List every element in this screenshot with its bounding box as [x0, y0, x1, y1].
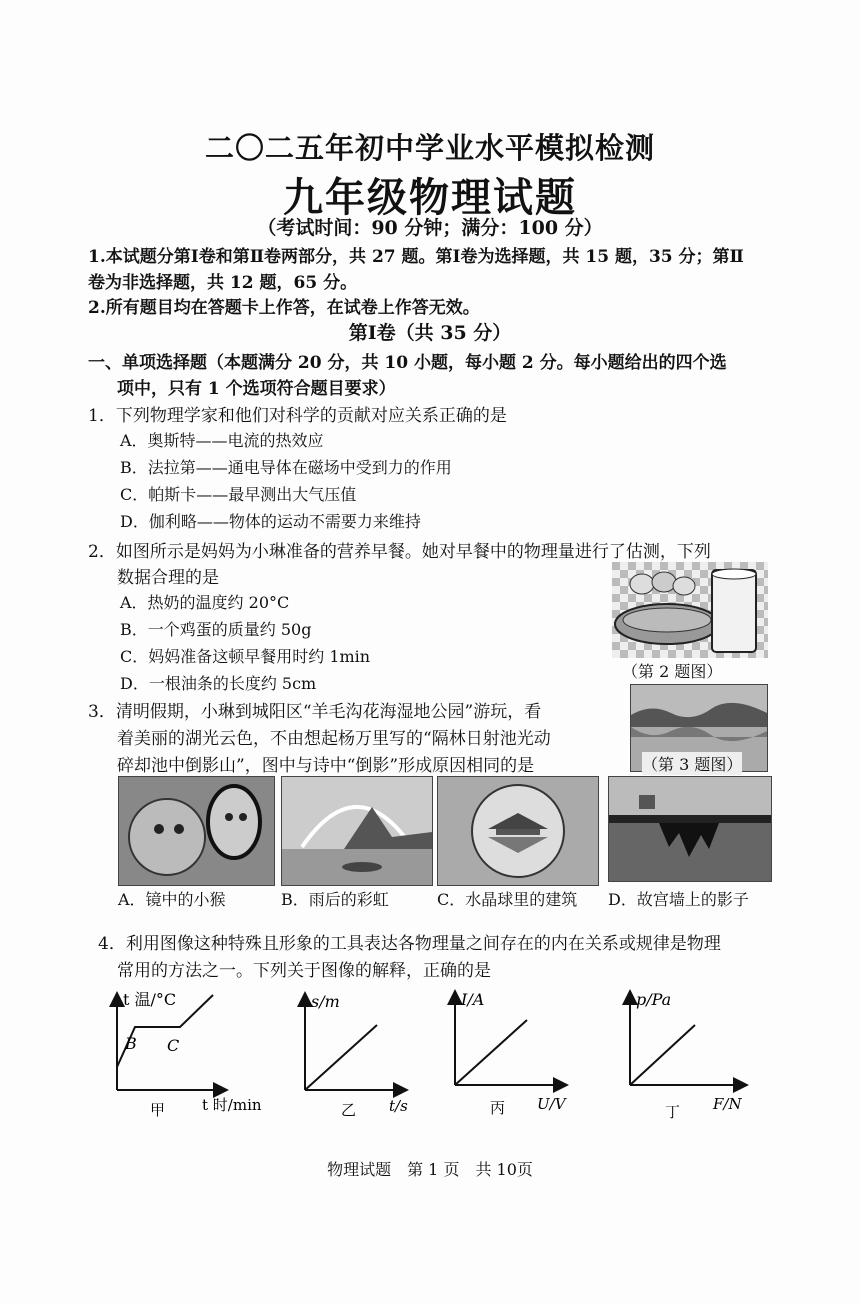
q2-option-d: D．一根油条的长度约 5cm	[120, 674, 317, 693]
graph-jia-xlabel: t 时/min	[202, 1096, 262, 1114]
q1-option-a: A．奥斯特——电流的热效应	[120, 431, 324, 450]
q2-breakfast-figure	[612, 562, 768, 658]
note-2: 2.所有题目均在答题卡上作答，在试卷上作答无效。	[88, 298, 480, 318]
page-footer: 物理试题 第 1 页 共 10页	[327, 1160, 533, 1179]
q3-photo-rainbow	[281, 776, 433, 886]
q3-photo-palace-shadow	[608, 776, 772, 882]
exam-info: （考试时间：90 分钟；满分：100 分）	[257, 217, 603, 239]
q1-option-b: B．法拉第——通电导体在磁场中受到力的作用	[120, 458, 452, 477]
graph-yi-line	[305, 1025, 377, 1090]
graph-yi-ylabel: s/m	[311, 992, 340, 1011]
q1-stem: 1．下列物理学家和他们对科学的贡献对应关系正确的是	[88, 406, 507, 426]
graph-ding-name: 丁	[665, 1103, 681, 1121]
graph-jia-point-b: B	[125, 1034, 137, 1053]
graph-bing-xlabel: U/V	[537, 1095, 566, 1113]
q2-option-a: A．热奶的温度约 20°C	[120, 593, 290, 612]
q3-stem-line3: 碎却池中倒影山”，图中与诗中“倒影”形成原因相同的是	[117, 756, 535, 776]
graph-jia-name: 甲	[150, 1101, 166, 1119]
note-1b: 卷为非选择题，共 12 题，65 分。	[88, 273, 358, 293]
q3-stem-line1: 3．清明假期，小琳到城阳区“羊毛沟花海湿地公园”游玩，看	[88, 702, 542, 722]
graph-bing-line	[455, 1020, 527, 1085]
part-one-line2: 项中，只有 1 个选项符合题目要求）	[117, 379, 396, 399]
q2-figure-caption: （第 2 题图）	[622, 662, 723, 681]
note-1a: 1.本试题分第Ⅰ卷和第Ⅱ卷两部分，共 27 题。第Ⅰ卷为选择题，共 15 题，35 分；第Ⅱ	[88, 247, 744, 267]
graph-bing-name: 丙	[490, 1099, 506, 1117]
q3-photo-crystal-ball	[437, 776, 599, 886]
q4-graphs	[95, 985, 785, 1125]
graph-ding-xlabel: F/N	[713, 1095, 742, 1113]
exam-title-line1: 二〇二五年初中学业水平模拟检测	[204, 131, 655, 165]
q4-stem-line2: 常用的方法之一。下列关于图像的解释，正确的是	[117, 961, 491, 981]
q2-stem-line1: 2．如图所示是妈妈为小琳准备的营养早餐。她对早餐中的物理量进行了估测，下列	[88, 542, 711, 562]
q3-option-d: D．故宫墙上的影子	[608, 890, 749, 909]
part-one-line1: 一、单项选择题（本题满分 20 分，共 10 小题，每小题 2 分。每小题给出的四个选	[88, 353, 727, 373]
graph-ding-line	[630, 1025, 695, 1085]
q3-stem-line2: 着美丽的湖光云色，不由想起杨万里写的“隔林日射池光动	[117, 729, 551, 749]
q3-figure-caption: （第 3 题图）	[642, 752, 742, 775]
graph-jia	[117, 990, 262, 1119]
graph-jia-ylabel: t 温/°C	[123, 990, 177, 1009]
graph-yi-xlabel: t/s	[389, 1097, 408, 1115]
exam-title-line2: 九年级物理试题	[283, 174, 577, 221]
graph-bing	[455, 990, 568, 1117]
q1-option-d: D．伽利略——物体的运动不需要力来维持	[120, 512, 421, 531]
q2-stem-line2: 数据合理的是	[117, 568, 219, 588]
section-title: 第Ⅰ卷（共 35 分）	[348, 322, 512, 344]
q3-photo-monkey-mirror	[118, 776, 275, 886]
q1-option-c: C．帕斯卡——最早测出大气压值	[120, 485, 357, 504]
graph-ding-ylabel: p/Pa	[636, 990, 672, 1009]
graph-bing-ylabel: I/A	[461, 990, 485, 1009]
graph-yi-name: 乙	[341, 1101, 357, 1119]
q3-option-a: A．镜中的小猴	[118, 890, 226, 909]
graph-ding	[630, 990, 745, 1121]
q2-option-b: B．一个鸡蛋的质量约 50g	[120, 620, 312, 639]
graph-yi	[305, 992, 408, 1119]
q4-stem-line1: 4．利用图像这种特殊且形象的工具表达各物理量之间存在的内在关系或规律是物理	[98, 934, 721, 954]
q3-option-c: C．水晶球里的建筑	[437, 890, 578, 909]
graph-jia-point-c: C	[167, 1036, 180, 1055]
q2-option-c: C．妈妈准备这顿早餐用时约 1min	[120, 647, 371, 666]
q3-option-b: B．雨后的彩虹	[281, 890, 389, 909]
